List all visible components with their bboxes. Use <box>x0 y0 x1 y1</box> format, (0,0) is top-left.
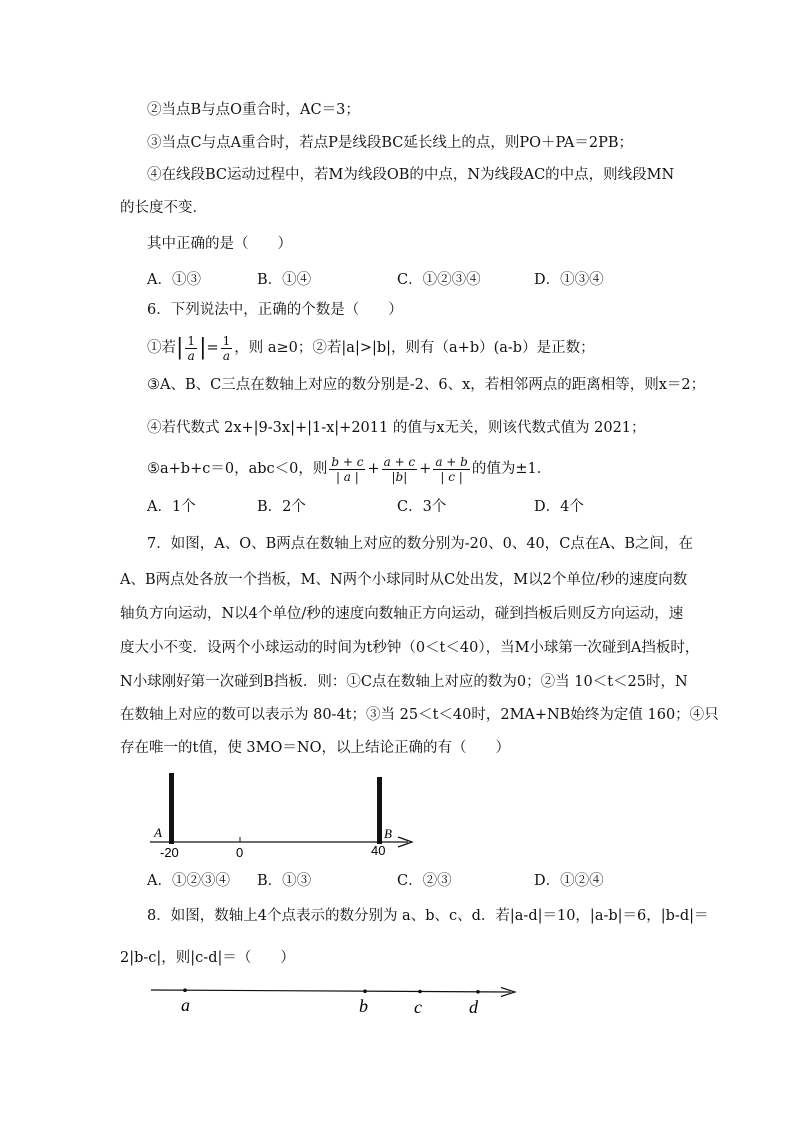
label-b: b <box>359 996 368 1016</box>
tick-label-m20: -20 <box>160 845 179 860</box>
q5-options <box>147 270 707 290</box>
point-a <box>183 988 187 992</box>
axis-line <box>151 990 511 992</box>
q5-statement-4-cont: 的长度不变． <box>120 200 207 216</box>
label-a: A <box>154 825 162 840</box>
q7-option-c[interactable]: C．②③ <box>397 873 452 889</box>
q6-s5-post: 的值为±1． <box>471 461 552 477</box>
q7-line-4: 度大小不变．设两个小球运动的时间为t秒钟（0＜t＜40），当M小球第一次碰到A挡板时， <box>120 640 700 656</box>
q7-number-line-figure <box>140 770 440 865</box>
q6-option-c[interactable]: C．3个 <box>397 499 447 515</box>
label-c: c <box>414 997 422 1017</box>
q6-s1-eq: = <box>206 340 219 356</box>
q7-line-6: 在数轴上对应的数可以表示为 80-4t；③当 25＜t＜40时，2MA+NB始终为定值 160；④只 <box>120 707 719 723</box>
q6-abs-fraction: $\frac{1}{a}$ <box>187 333 196 363</box>
label-b: B <box>384 826 392 841</box>
q5-statement-4: ④在线段BC运动过程中，若M为线段OB的中点，N为线段AC的中点，则线段MN <box>147 167 675 183</box>
q6-frac-2: $\frac{a + c}{|b|}$ <box>383 454 416 484</box>
q6-title: 6．下列说法中，正确的个数是（ ） <box>147 302 403 318</box>
q7-line-7: 存在唯一的t值，使 3MO＝NO，以上结论正确的有（ ） <box>120 740 510 756</box>
q7-line-3: 轴负方向运动，N以4个单位/秒的速度向数轴正方向运动，碰到挡板后则反方向运动，速 <box>120 606 684 622</box>
q8-line-2: 2|b-c|，则|c-d|＝（ ） <box>120 950 295 966</box>
point-d <box>476 990 480 994</box>
barrier-a <box>169 773 174 844</box>
q6-s5-pre: ⑤a+b+c＝0，abc＜0，则 <box>147 461 328 477</box>
label-a: a <box>181 995 190 1015</box>
point-c <box>418 990 422 994</box>
q6-statement-4: ④若代数式 2x+|9-3x|+|1-x|+2011 的值与x无关，则该代数式值为 2021； <box>147 420 646 436</box>
q7-option-d[interactable]: D．①②④ <box>534 873 604 889</box>
q5-option-b[interactable]: B．①④ <box>257 272 312 288</box>
q6-frac-1: $\frac{b + c}{| a |}$ <box>331 454 364 484</box>
q5-statement-2: ②当点B与点O重合时，AC＝3； <box>147 102 360 118</box>
q6-rhs-fraction: $\frac{1}{a}$ <box>222 333 231 363</box>
q7-option-a[interactable]: A．①②③④ <box>147 873 230 889</box>
q5-option-c[interactable]: C．①②③④ <box>397 272 481 288</box>
label-d: d <box>469 997 478 1017</box>
point-b <box>363 989 367 993</box>
q5-option-d[interactable]: D．①③④ <box>534 272 604 288</box>
q6-s1-post: ，则 a≥0；②若|a|>|b|，则有（a+b）(a-b）是正数； <box>234 340 595 356</box>
q6-statement-5: ⑤a+b+c＝0，abc＜0，则 $\frac{b + c}{| a |}$ + $\frac{a + c}{|b|}$ + $\frac{a + b}{| c |}$ 的值为±1． <box>147 454 552 484</box>
q5-option-a[interactable]: A．①③ <box>147 272 201 288</box>
q7-options <box>147 871 707 891</box>
q6-frac-3: $\frac{a + b}{| c |}$ <box>435 454 468 484</box>
q7-line-5: N小球刚好第一次碰到B挡板．则：①C点在数轴上对应的数为0；②当 10＜t＜25时，N <box>120 674 688 690</box>
tick-label-40: 40 <box>371 843 386 858</box>
q6-statement-3: ③A、B、C三点在数轴上对应的数分别是-2、6、x，若相邻两点的距离相等，则x＝2； <box>147 377 706 393</box>
q6-options <box>147 497 707 517</box>
q7-line-2: A、B两点处各放一个挡板，M、N两个小球同时从C处出发，M以2个单位/秒的速度向数 <box>120 572 688 588</box>
tick-label-0: 0 <box>236 845 244 860</box>
q7-line-1: 7．如图，A、O、B两点在数轴上对应的数分别为-20、0、40，C点在A、B之间，在 <box>147 536 693 552</box>
q6-option-b[interactable]: B．2个 <box>257 499 306 515</box>
q8-line-1: 8．如图，数轴上4个点表示的数分别为 a、b、c、d．若|a-d|＝10，|a-b|＝6，|b-d|＝ <box>147 908 709 924</box>
q5-statement-3: ③当点C与点A重合时，若点P是线段BC延长线上的点，则PO＋PA＝2PB； <box>147 135 634 151</box>
q5-prompt: 其中正确的是（ ） <box>147 236 292 252</box>
q6-option-a[interactable]: A．1个 <box>147 499 196 515</box>
q6-option-d[interactable]: D．4个 <box>534 499 584 515</box>
q8-number-line-figure <box>145 978 525 1018</box>
q6-statement-1: ①若| $\frac{1}{a}$ |= $\frac{1}{a}$ ，则 a≥0；②若|a|>|b|，则有（a+b）(a-b）是正数； <box>147 333 595 363</box>
q7-option-b[interactable]: B．①③ <box>257 873 312 889</box>
barrier-b <box>377 777 382 844</box>
q6-s1-pre: ①若 <box>147 340 176 356</box>
